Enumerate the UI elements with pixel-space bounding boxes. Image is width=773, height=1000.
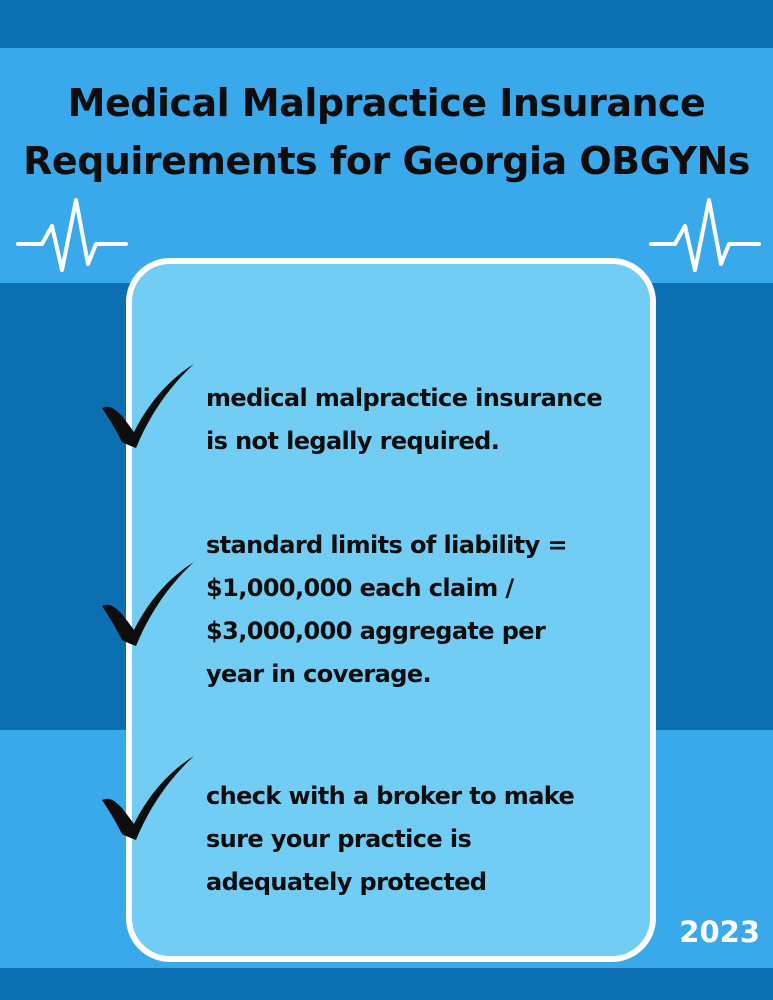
heartbeat-pulse-icon <box>645 192 765 284</box>
heartbeat-pulse-icon <box>12 192 132 284</box>
checkmark-icon <box>96 362 196 452</box>
requirement-text: standard limits of liability = $1,000,000 each claim / $3,000,000 aggregate per year in coverage. <box>206 531 567 688</box>
year-label: 2023 <box>679 915 760 949</box>
requirement-text: medical malpractice insurance is not legally required. <box>206 384 603 455</box>
requirement-item <box>206 377 656 463</box>
checkmark-icon <box>96 560 196 650</box>
top-dark-band <box>0 0 773 48</box>
bottom-dark-band <box>0 968 773 1000</box>
poster-title <box>0 74 773 190</box>
title-line-1: Medical Malpractice Insurance <box>67 81 706 125</box>
title-line-2: Requirements for Georgia OBGYNs <box>23 139 750 183</box>
checkmark-icon <box>96 754 196 844</box>
requirement-text: check with a broker to make sure your practice is adequately protected <box>206 782 575 896</box>
requirement-item <box>206 524 656 696</box>
requirement-item <box>206 775 656 904</box>
